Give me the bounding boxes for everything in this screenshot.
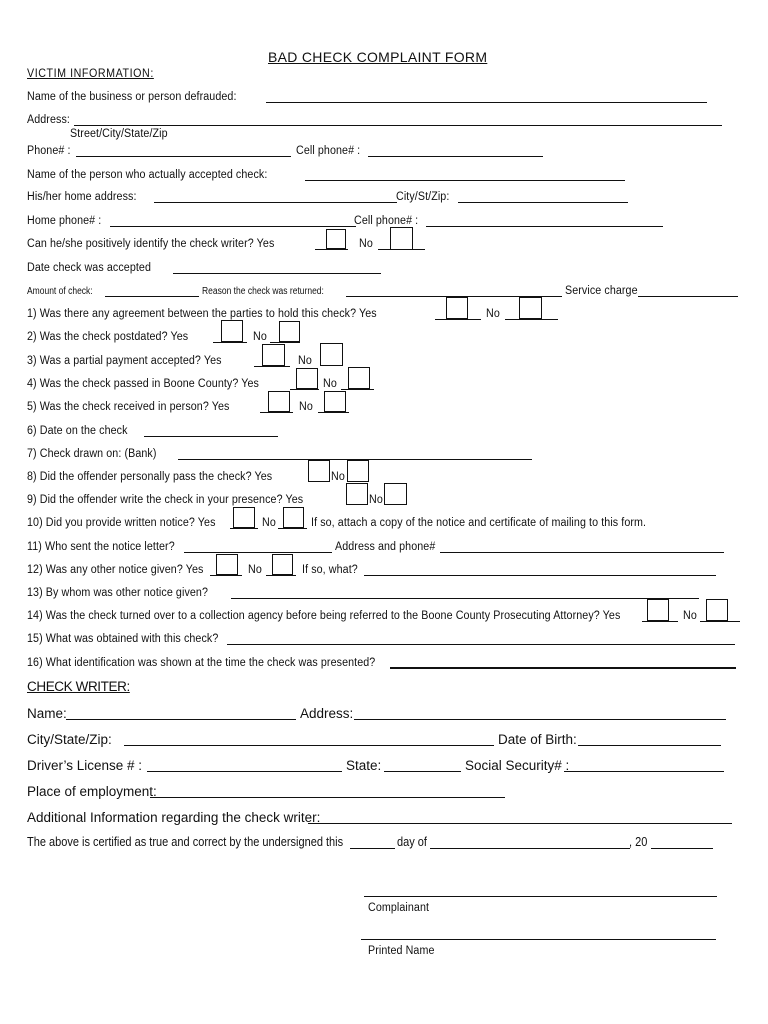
q15-field[interactable] <box>227 644 735 645</box>
certify-text-b: day of <box>397 835 427 849</box>
service-charge-label: Service charge <box>565 285 638 297</box>
q10-label: 10) Did you provide written notice? Yes <box>27 517 216 529</box>
identify-yes-checkbox[interactable] <box>326 229 346 249</box>
q1-no-checkbox[interactable] <box>519 297 542 319</box>
home-phone-label: Home phone# : <box>27 215 102 227</box>
q10-yes-line <box>230 528 258 529</box>
q2-yes-line <box>213 342 247 343</box>
service-charge-field[interactable] <box>638 296 738 297</box>
q12-what-label: If so, what? <box>302 564 358 576</box>
writer-csz-label: City/State/Zip: <box>27 732 112 747</box>
q4-no-checkbox[interactable] <box>348 367 370 389</box>
writer-dob-field[interactable] <box>578 745 721 746</box>
complainant-signature-field[interactable] <box>364 896 717 897</box>
writer-ssn-field[interactable] <box>564 771 724 772</box>
q3-yes-checkbox[interactable] <box>262 344 285 366</box>
q2-no-label: No <box>253 331 267 343</box>
certify-text-a: The above is certified as true and correct by the undersigned this <box>27 835 344 849</box>
phone-field[interactable] <box>76 156 291 157</box>
q9-label: 9) Did the offender write the check in your presence? Yes <box>27 494 304 506</box>
q8-yes-checkbox[interactable] <box>308 460 330 482</box>
city-st-zip-label: City/St/Zip: <box>396 191 450 203</box>
q11-address-label: Address and phone# <box>335 541 436 553</box>
amount-field[interactable] <box>105 296 199 297</box>
q7-label: 7) Check drawn on: (Bank) <box>27 448 157 460</box>
q13-label: 13) By whom was other notice given? <box>27 587 209 599</box>
writer-dob-label: Date of Birth: <box>498 732 577 747</box>
q2-yes-checkbox[interactable] <box>221 320 243 342</box>
writer-name-label: Name: <box>27 706 67 721</box>
q4-yes-line <box>290 389 319 390</box>
date-accepted-label: Date check was accepted <box>27 262 152 274</box>
q6-label: 6) Date on the check <box>27 425 128 437</box>
writer-additional-field[interactable] <box>308 823 732 824</box>
address-label: Address: <box>27 114 70 126</box>
check-writer-heading: CHECK WRITER: <box>27 679 130 694</box>
q8-label: 8) Did the offender personally pass the check? Yes <box>27 471 273 483</box>
q16-label: 16) What identification was shown at the time the check was presented? <box>27 657 376 669</box>
q12-yes-checkbox[interactable] <box>216 554 238 575</box>
reason-label: Reason the check was returned: <box>202 286 324 297</box>
q14-label: 14) Was the check turned over to a collection agency before being referred to the Boone County Prosecuting Attorney? Yes <box>27 610 621 622</box>
q14-no-label: No <box>683 610 697 622</box>
home-address-field[interactable] <box>154 202 397 203</box>
accepted-by-field[interactable] <box>305 180 625 181</box>
cell-field[interactable] <box>368 156 543 157</box>
writer-address-label: Address: <box>300 706 354 721</box>
business-field[interactable] <box>266 102 707 103</box>
q12-label: 12) Was any other notice given? Yes <box>27 564 204 576</box>
writer-ssn-label: Social Security# : <box>465 758 570 773</box>
address-field[interactable] <box>74 125 722 126</box>
q4-no-line <box>341 389 374 390</box>
writer-employment-label: Place of employment: <box>27 784 157 799</box>
q1-no-line <box>505 319 558 320</box>
certify-month-field[interactable] <box>430 848 630 849</box>
date-accepted-field[interactable] <box>173 273 381 274</box>
q10-no-line <box>278 528 307 529</box>
certify-day-field[interactable] <box>350 848 395 849</box>
q12-no-line <box>266 575 296 576</box>
q5-no-label: No <box>299 401 313 413</box>
q9-no-label: No <box>369 494 383 506</box>
q5-no-checkbox[interactable] <box>324 391 346 412</box>
certify-year-field[interactable] <box>651 848 713 849</box>
phone-label: Phone# : <box>27 145 71 157</box>
q5-yes-checkbox[interactable] <box>268 391 290 412</box>
writer-csz-field[interactable] <box>124 745 494 746</box>
q4-yes-checkbox[interactable] <box>296 368 318 389</box>
identify-no-checkbox[interactable] <box>390 227 413 250</box>
printed-name-field[interactable] <box>361 939 716 940</box>
writer-dl-field[interactable] <box>147 771 342 772</box>
q1-yes-checkbox[interactable] <box>446 297 468 319</box>
writer-state-field[interactable] <box>384 771 461 772</box>
q14-yes-line <box>642 621 678 622</box>
writer-dl-label: Driver’s License # : <box>27 758 143 773</box>
q3-no-label: No <box>298 355 312 367</box>
writer-additional-label: Additional Information regarding the check writer: <box>27 810 321 825</box>
q12-no-label: No <box>248 564 262 576</box>
q2-no-checkbox[interactable] <box>279 321 300 342</box>
q14-yes-checkbox[interactable] <box>647 599 669 621</box>
accepted-by-label: Name of the person who actually accepted check: <box>27 169 268 181</box>
q4-no-label: No <box>323 378 337 390</box>
q11-label: 11) Who sent the notice letter? <box>27 541 175 553</box>
q4-label: 4) Was the check passed in Boone County? Yes <box>27 378 260 390</box>
victim-heading: VICTIM INFORMATION: <box>27 68 154 80</box>
printed-name-label: Printed Name <box>368 945 435 957</box>
city-st-zip-field[interactable] <box>458 202 628 203</box>
q10-no-checkbox[interactable] <box>283 507 304 528</box>
cell2-field[interactable] <box>426 226 663 227</box>
q1-no-label: No <box>486 308 500 320</box>
q2-label: 2) Was the check postdated? Yes <box>27 331 189 343</box>
cell2-label: Cell phone# : <box>354 215 419 227</box>
writer-employment-field[interactable] <box>150 797 505 798</box>
q10-yes-checkbox[interactable] <box>233 507 255 528</box>
home-address-label: His/her home address: <box>27 191 137 203</box>
q1-yes-line <box>435 319 481 320</box>
q12-what-field[interactable] <box>364 575 716 576</box>
address-hint: Street/City/State/Zip <box>70 128 168 140</box>
q11-field[interactable] <box>184 552 332 553</box>
q5-no-line <box>318 412 349 413</box>
q5-yes-line <box>260 412 293 413</box>
q10-instructions: If so, attach a copy of the notice and certificate of mailing to this form. <box>311 517 647 529</box>
q8-no-checkbox[interactable] <box>347 460 369 482</box>
q12-no-checkbox[interactable] <box>272 554 293 575</box>
q6-field[interactable] <box>144 436 278 437</box>
q14-no-line <box>700 621 740 622</box>
q12-yes-line <box>210 575 242 576</box>
form-title: BAD CHECK COMPLAINT FORM <box>268 49 488 65</box>
cell-label: Cell phone# : <box>296 145 361 157</box>
q3-yes-line <box>254 366 290 367</box>
identify-label: Can he/she positively identify the check writer? Yes <box>27 238 275 250</box>
q8-no-label: No <box>331 471 345 483</box>
identify-no-label: No <box>359 238 373 250</box>
q14-no-checkbox[interactable] <box>706 599 728 621</box>
writer-name-field[interactable] <box>66 719 296 720</box>
q9-no-checkbox[interactable] <box>384 483 407 505</box>
certify-text-c: , 20 <box>629 835 648 849</box>
complainant-label: Complainant <box>368 902 430 914</box>
writer-state-label: State: <box>346 758 382 773</box>
home-phone-field[interactable] <box>110 226 356 227</box>
business-label: Name of the business or person defrauded: <box>27 91 237 103</box>
writer-address-field[interactable] <box>354 719 726 720</box>
amount-label: Amount of check: <box>27 286 93 297</box>
q16-field[interactable] <box>390 667 736 669</box>
q5-label: 5) Was the check received in person? Yes <box>27 401 230 413</box>
q13-field[interactable] <box>231 598 699 599</box>
q11-address-field[interactable] <box>440 552 724 553</box>
identify-yes-line <box>315 249 348 250</box>
q9-yes-checkbox[interactable] <box>346 483 368 505</box>
q3-no-checkbox[interactable] <box>320 343 343 366</box>
q3-label: 3) Was a partial payment accepted? Yes <box>27 355 222 367</box>
q1-label: 1) Was there any agreement between the parties to hold this check? Yes <box>27 308 377 320</box>
q2-no-line <box>270 342 300 343</box>
q15-label: 15) What was obtained with this check? <box>27 633 219 645</box>
q10-no-label: No <box>262 517 276 529</box>
